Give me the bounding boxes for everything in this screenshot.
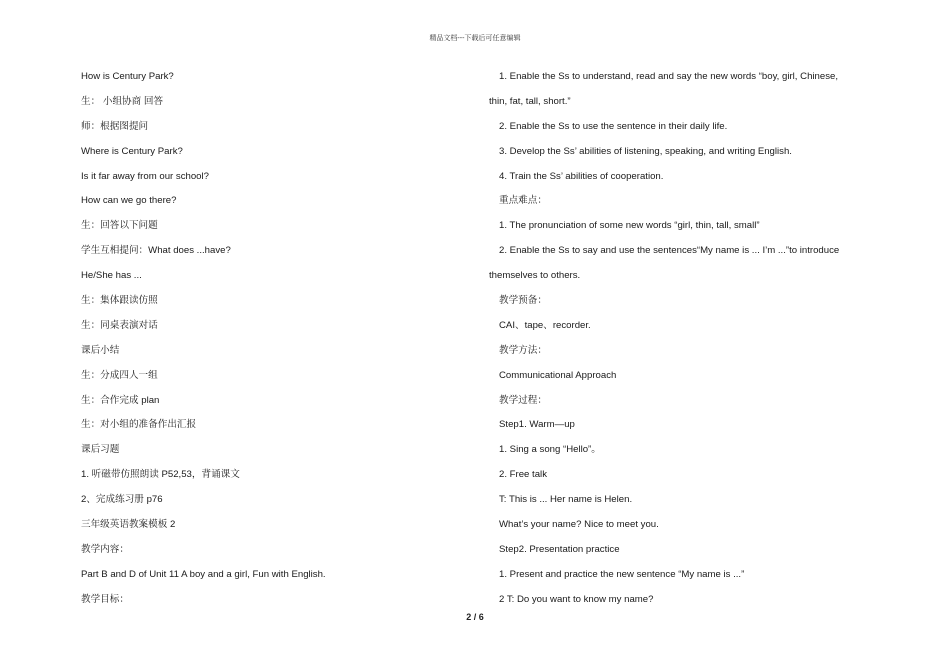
text-line: 1. Enable the Ss to understand, read and say the new words “boy, girl, Chinese,	[499, 71, 838, 82]
text-line: 3. Develop the Ss’ abilities of listening, speaking, and writing English.	[499, 145, 792, 157]
section-heading: 教学方法：	[499, 344, 547, 356]
text-line: Communicational Approach	[499, 369, 617, 381]
lesson-title: 三年级英语教案模板 2	[81, 519, 176, 531]
text-line: 生：合作完成 plan	[81, 394, 160, 406]
left-column	[81, 65, 471, 613]
text-line: How can we go there?	[81, 195, 177, 207]
text-line: 4. Train the Ss’ abilities of cooperation.	[499, 170, 664, 182]
text-line: T: This is ... Her name is Helen.	[499, 494, 633, 506]
text-line: Is it far away from our school?	[81, 170, 209, 182]
text-line: Step1. Warm—up	[499, 419, 575, 431]
text-line: 生： 小组协商 回答	[81, 95, 164, 107]
section-heading: 教学目标：	[81, 593, 129, 605]
text-line: 师：根据图提问	[81, 120, 149, 132]
right-column	[489, 65, 869, 613]
text-line: 1. Present and practice the new sentence “My name is ...”	[499, 568, 745, 580]
text-line: Step2. Presentation practice	[499, 543, 620, 555]
text-line: 2. Enable the Ss to say and use the sentences“My name is ... I’m ...”to introduce	[499, 245, 840, 257]
text-line: How is Century Park?	[81, 71, 174, 82]
text-line: 2. Enable the Ss to use the sentence in their daily life.	[499, 120, 728, 132]
section-heading: 教学内容：	[81, 543, 129, 555]
text-line: 1. The pronunciation of some new words “girl, thin, tall, small”	[499, 220, 760, 232]
text-line: 1. Sing a song “Hello”。	[499, 444, 601, 456]
page-header: 精品文档---下载后可任意编辑	[429, 34, 521, 42]
page-number: 2 / 6	[466, 612, 484, 622]
section-heading: 重点难点：	[499, 195, 547, 207]
section-heading: 课后小结	[81, 344, 120, 356]
text-line: CAI、tape、recorder.	[499, 319, 591, 331]
section-heading: 课后习题	[81, 444, 120, 456]
text-line: 生：对小组的准备作出汇报	[81, 419, 197, 431]
text-line: 生：集体跟读仿照	[81, 295, 158, 307]
text-line: What’s your name? Nice to meet you.	[499, 519, 659, 531]
text-line: 2. Free talk	[499, 469, 547, 481]
text-line: 1. 听磁带仿照朗读 P52,53，背诵课文	[81, 469, 240, 481]
text-line: themselves to others.	[489, 270, 581, 282]
text-line: thin, fat, tall, short.”	[489, 95, 571, 107]
section-heading: 教学预备：	[499, 295, 547, 307]
text-line: 生：分成四人一组	[81, 369, 158, 381]
text-line: 生：同桌表演对话	[81, 319, 158, 331]
text-line: Where is Century Park?	[81, 145, 183, 157]
section-heading: 教学过程：	[499, 394, 547, 406]
text-line: Part B and D of Unit 11 A boy and a girl, Fun with English.	[81, 568, 326, 580]
text-line: 生：回答以下问题	[81, 220, 158, 232]
text-line: 2、完成练习册 p76	[81, 494, 163, 506]
text-line: He/She has ...	[81, 270, 142, 282]
text-line: 2 T: Do you want to know my name?	[499, 593, 654, 605]
text-line: 学生互相提问：What does ...have?	[81, 245, 231, 257]
